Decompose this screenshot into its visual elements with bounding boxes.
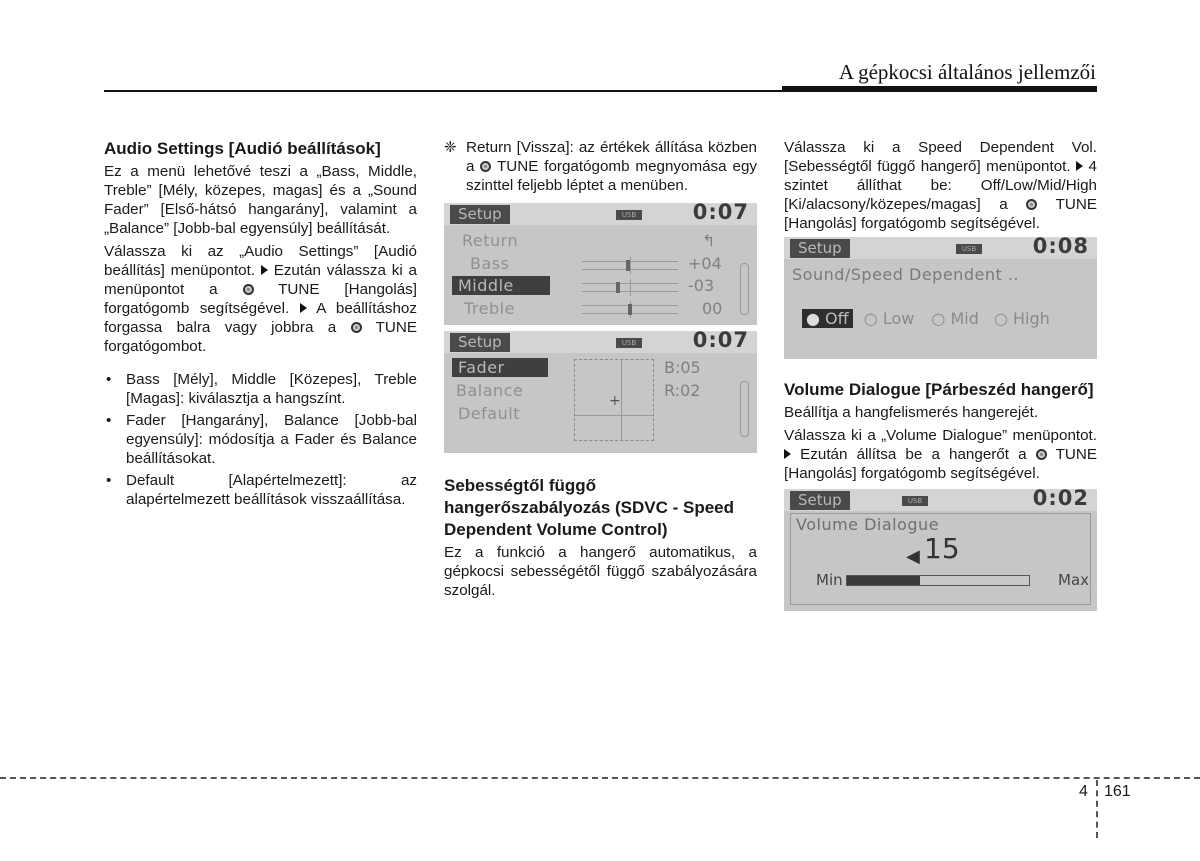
menu-item-balance: Balance [456,381,524,400]
tune-knob-icon [480,161,491,172]
scrollbar [740,381,749,437]
arrow-right-icon [300,303,307,313]
menu-item-fader: Fader [452,358,548,377]
arrow-right-icon [1076,161,1083,171]
screen-time: 0:07 [692,331,749,352]
screen-title: Setup [790,491,850,510]
note-icon: ❈ [444,139,457,156]
usb-icon: USB [616,338,642,348]
scrollbar [740,263,749,315]
screen-title: Setup [450,205,510,224]
usb-icon: USB [616,210,642,220]
screen-title: Setup [450,333,510,352]
section-heading-audio-settings: Audio Settings [Audió beállítások] [104,139,381,158]
screen-subtitle: Sound/Speed Dependent .. [792,265,1019,284]
option-mid: ○ Mid [931,309,979,328]
footer-rule [0,777,1200,779]
menu-item-bass: Bass [470,254,510,273]
volume-bar-fill [847,576,920,585]
tune-knob-icon [1036,449,1047,460]
page-number: 161 [1104,783,1131,800]
value-fader: B:05 [664,358,701,377]
paragraph: Beállítja a hangfelismerés hangerejét. [784,404,1039,421]
bullet-list [104,370,417,509]
arrow-right-icon [784,449,791,459]
list-item: • Default [Alapértelmezett]: az alapértelmezett beállítások visszaállítása. [104,471,417,509]
tune-knob-icon [243,284,254,295]
usb-icon: USB [956,244,982,254]
fader-position-marker: + [609,393,621,409]
screen-subtitle: Volume Dialogue [796,515,940,534]
slider-treble [582,305,678,314]
column-2 [444,138,757,604]
tune-knob-icon [351,322,362,333]
value-balance: R:02 [664,381,701,400]
volume-bar [846,575,1030,586]
option-low: ○ Low [863,309,915,328]
note-return: ❈ Return [Vissza]: az értékek állítása közben a TUNE forgatógomb megnyomása egy szinttel feljebb léptet a menüben. [444,139,757,194]
list-item: • Bass [Mély], Middle [Közepes], Treble [Magas]: kiválasztja a hangszínt. [104,370,417,408]
menu-item-return: Return [462,231,519,250]
chapter-number: 4 [1079,783,1088,800]
value-middle: -03 [688,276,715,295]
screen-time: 0:07 [692,203,749,224]
value-treble: 00 [702,299,723,318]
section-heading-sdvc: Sebességtől függő hangerőszabályozás (SDVC - Speed Dependent Volume Control) [444,476,735,539]
tune-knob-icon [1026,199,1037,210]
paragraph: Ez a funkció a hangerő automatikus, a gépkocsi sebességétől függő szabályozására szolgál. [444,544,757,599]
header-rule-accent [782,86,1097,92]
paragraph-sdvc-instructions: Válassza ki a Speed Dependent Vol. [Sebességtől függő hangerő] menüpontot. 4 szintet állíthat be: Off/Low/Mid/High [Ki/alacsony/közepes/magas] a TUNE [Hangolás] forgatógomb segítségével. [784,139,1097,232]
screen-volume-dialogue [784,489,1097,611]
page-header-title: A gépkocsi általános jellemzői [838,60,1096,84]
arrow-right-icon [261,265,268,275]
screen-title: Setup [790,239,850,258]
value-return: ↰ [702,231,716,250]
section-heading-volume-dialogue: Volume Dialogue [Párbeszéd hangerő] [784,380,1094,399]
paragraph: Ez a menü lehetővé teszi a „Bass, Middle, Treble” [Mély, közepes, magas] és a „Sound Fader” [Első-hátsó hangarány], valamint a „Balance” [Jobb-bal egyensúly] beállítását. [104,163,417,237]
screen-setup-fader [444,331,757,453]
volume-max-label: Max [1058,571,1090,589]
screen-speed-dependent [784,237,1097,359]
speed-options [802,309,1050,328]
speaker-icon: ◀ [906,546,920,567]
volume-min-label: Min [816,571,843,589]
value-bass: +04 [688,254,722,273]
option-high: ○ High [993,309,1050,328]
column-1 [104,138,417,512]
usb-icon: USB [902,496,928,506]
column-3 [784,138,1097,611]
slider-bass [582,261,678,270]
menu-item-default: Default [458,404,520,423]
fader-grid [574,359,654,441]
list-item: • Fader [Hangarány], Balance [Jobb-bal egyensúly]: módosítja a Fader és Balance beállításokat. [104,411,417,468]
screen-setup-tone [444,203,757,325]
option-off: ● Off [802,309,853,328]
menu-item-treble: Treble [464,299,515,318]
menu-item-middle: Middle [452,276,550,295]
volume-level: 15 [924,532,960,565]
slider-middle [582,283,678,292]
paragraph-instructions: Válassza ki az „Audio Settings” [Audió beállítás] menüpontot. Ezután válassza ki a menüpontot a TUNE [Hangolás] forgatógomb segítségével. A beállításhoz forgassa balra vagy jobbra a TUNE forgatógombot. [104,243,417,355]
footer-divider [1096,780,1098,838]
paragraph-volume-instructions: Válassza ki a „Volume Dialogue” menüpontot. Ezután állítsa be a hangerőt a TUNE [Hangolás] forgatógomb segítségével. [784,427,1097,482]
screen-time: 0:02 [1032,489,1089,510]
screen-time: 0:08 [1032,237,1089,258]
